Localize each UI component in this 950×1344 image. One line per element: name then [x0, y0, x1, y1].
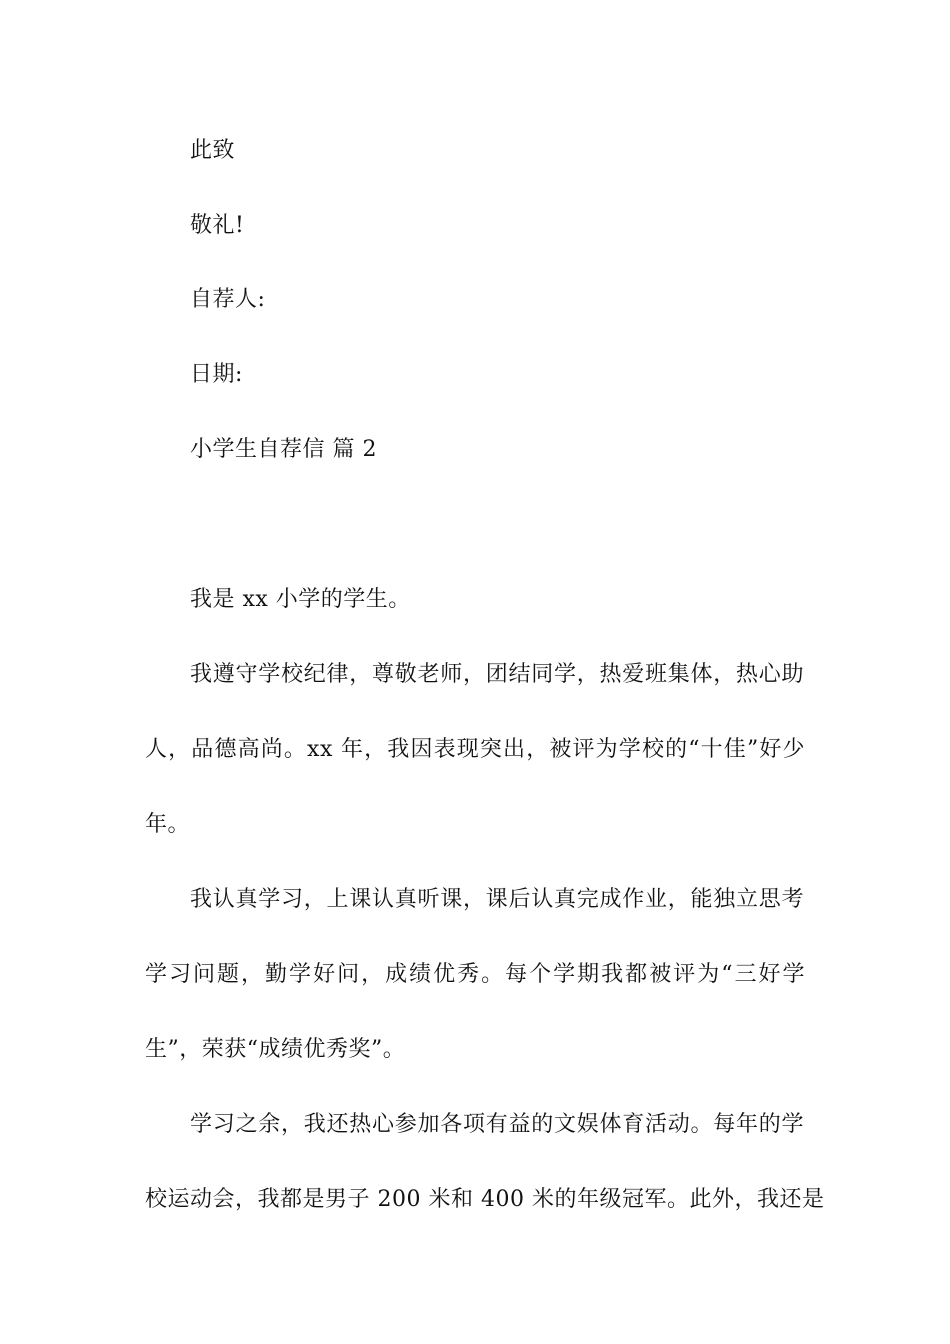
signature-label: 自荐人:: [190, 287, 266, 312]
paragraph-3-line-2: 学习问题，勤学好问，成绩优秀。每个学期我都被评为“三好学: [145, 962, 805, 987]
paragraph-2-line-1: 我遵守学校纪律，尊敬老师，团结同学，热爱班集体，热心助: [190, 662, 804, 687]
paragraph-3-line-3: 生”，荣获“成绩优秀奖”。: [145, 1037, 406, 1062]
paragraph-2-line-2: 人，品德高尚。xx 年，我因表现突出，被评为学校的“十佳”好少: [145, 737, 805, 762]
closing-line: 此致: [190, 138, 236, 163]
paragraph-3-line-1: 我认真学习，上课认真听课，课后认真完成作业，能独立思考: [190, 887, 804, 912]
section-title: 小学生自荐信 篇 2: [190, 437, 377, 462]
date-label: 日期:: [190, 362, 243, 387]
salutation-line: 敬礼!: [190, 213, 245, 238]
paragraph-4-line-1: 学习之余，我还热心参加各项有益的文娱体育活动。每年的学: [190, 1112, 804, 1137]
paragraph-4-line-2: 校运动会，我都是男子 200 米和 400 米的年级冠军。此外，我还是: [145, 1187, 825, 1212]
paragraph-2-line-3: 年。: [145, 812, 191, 837]
paragraph-1-line-1: 我是 xx 小学的学生。: [190, 587, 411, 612]
